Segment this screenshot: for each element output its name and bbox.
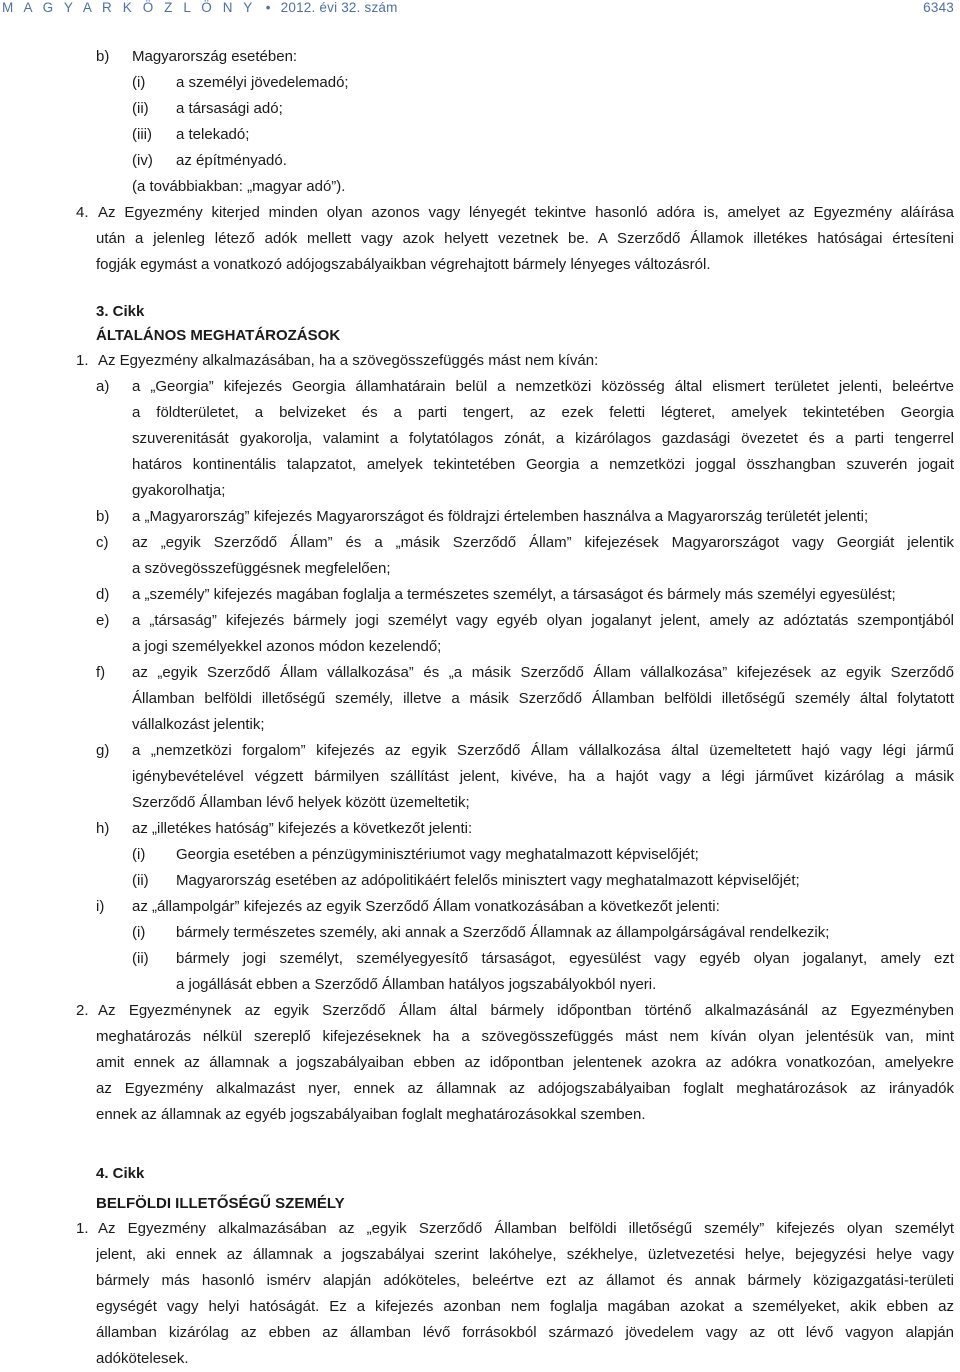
paragraph-text: jelent, aki ennek az államnak a jogszabályai szerint lakóhelye, székhelye, üzletvezetési helye, bejegyzési helye vagy bbox=[96, 1246, 954, 1263]
definition-line bbox=[0, 478, 960, 504]
definition-line bbox=[0, 634, 960, 660]
header-left bbox=[2, 0, 398, 15]
article-title-text: ÁLTALÁNOS MEGHATÁROZÁSOK bbox=[96, 327, 341, 344]
definition-line bbox=[0, 374, 960, 400]
paragraph-line bbox=[0, 200, 960, 226]
paragraph-text: Az Egyezmény alkalmazásában, ha a szövegösszefüggés mást nem kíván: bbox=[98, 352, 599, 369]
sub-item-number: (ii) bbox=[132, 950, 149, 967]
definition-text: Államban belföldi illetőségű személy, illetve a másik Szerződő Államban belföldi illetőségű személy által folytatott bbox=[132, 690, 954, 707]
article-title bbox=[0, 324, 960, 348]
paragraph-number: 1. bbox=[76, 352, 89, 369]
paragraph-line bbox=[0, 1102, 960, 1128]
paragraph-line bbox=[0, 1242, 960, 1268]
running-header bbox=[0, 0, 960, 22]
sub-item-text: a jogállását ebben a Szerződő Államban hatályos jogszabályokból nyeri. bbox=[176, 976, 657, 993]
article-title-text: BELFÖLDI ILLETŐSÉGŰ SZEMÉLY bbox=[96, 1195, 345, 1212]
definition-text: a „társaság” kifejezés bármely jogi személyt vagy egyéb olyan jogalanyt jelent, amely az adóztatás szempontjából bbox=[132, 612, 954, 629]
sub-item-text: a társasági adó; bbox=[176, 100, 283, 117]
definition-marker: a) bbox=[96, 378, 110, 395]
definition-marker: e) bbox=[96, 612, 110, 629]
definition-text: az „állampolgár” kifejezés az egyik Szerződő Állam vonatkozásában a következőt jelenti: bbox=[132, 898, 720, 915]
issue-label: 2012. évi 32. szám bbox=[280, 0, 398, 15]
paragraph-line bbox=[0, 1320, 960, 1346]
definition-marker: f) bbox=[96, 664, 106, 681]
definition-marker: g) bbox=[96, 742, 110, 759]
definition-text: a szövegösszefüggésnek megfelelően; bbox=[132, 560, 391, 577]
sub-item bbox=[0, 920, 960, 946]
definition-text: a „nemzetközi forgalom” kifejezés az egyik Szerződő Állam vállalkozása által üzemeltetett hajó vagy légi jármű bbox=[132, 742, 954, 759]
sub-item bbox=[0, 96, 960, 122]
sub-item-number: (i) bbox=[132, 846, 146, 863]
sub-item-text: Magyarország esetében az adópolitikáért felelős minisztert vagy meghatalmazott képviselőjét; bbox=[176, 872, 800, 889]
sub-item bbox=[0, 972, 960, 998]
definition-text: igénybevételével végzett bármilyen szállítást jelent, kivéve, ha a hajót vagy a légi járművet kizárólag a másik bbox=[132, 768, 954, 785]
article-number-text: 4. Cikk bbox=[96, 1165, 145, 1182]
sub-item-text: az építményadó. bbox=[176, 152, 287, 169]
sub-item bbox=[0, 842, 960, 868]
paragraph-number: 4. bbox=[76, 204, 89, 221]
article-title bbox=[0, 1192, 960, 1216]
sub-item bbox=[0, 148, 960, 174]
definition-line bbox=[0, 504, 960, 530]
definition-text: vállalkozást jelentik; bbox=[132, 716, 265, 733]
definition-line bbox=[0, 556, 960, 582]
definition-line bbox=[0, 738, 960, 764]
sub-item-number: (iv) bbox=[132, 152, 153, 169]
definition-text: a „személy” kifejezés magában foglalja a természetes személyt, a társaságot és bármely más személyi egyesülést; bbox=[132, 586, 896, 603]
definition-line bbox=[0, 790, 960, 816]
sub-item-number: (ii) bbox=[132, 100, 149, 117]
article-number bbox=[0, 1162, 960, 1186]
definition-line bbox=[0, 712, 960, 738]
definition-text: az „illetékes hatóság” kifejezés a következőt jelenti: bbox=[132, 820, 473, 837]
paragraph-text: államban kizárólag az ebben az államban lévő forrásokból származó jövedelem vagy az ott lévő vagyon alapján bbox=[96, 1324, 954, 1341]
sub-item bbox=[0, 70, 960, 96]
paragraph-text: meghatározás nélkül szereplő kifejezéseknek ha a szövegösszefüggés mást nem kíván olyan jelentésük van, mint bbox=[96, 1028, 954, 1045]
sub-item bbox=[0, 868, 960, 894]
sub-item-number: (i) bbox=[132, 74, 146, 91]
document-body bbox=[0, 44, 960, 1372]
paragraph-line bbox=[0, 1076, 960, 1102]
definition-line bbox=[0, 816, 960, 842]
paragraph-line bbox=[0, 1346, 960, 1372]
definition-text: szuverenitását gyakorolja, valamint a folytatólagos zónát, a kizárólagos gazdasági övezetet és a parti tengerrel bbox=[132, 430, 954, 447]
definition-marker: d) bbox=[96, 586, 110, 603]
definition-marker: h) bbox=[96, 820, 110, 837]
definition-line bbox=[0, 894, 960, 920]
list-item bbox=[0, 44, 960, 70]
item-text: Magyarország esetében: bbox=[132, 48, 298, 65]
definition-text: Szerződő Államban lévő helyek között üzemeltetik; bbox=[132, 794, 470, 811]
paragraph-text: amit ennek az államnak a jogszabályaiban ebben az időpontban jelentenek azokra az adókra vonatkozóan, amelyekre bbox=[96, 1054, 954, 1071]
sub-item-text: a személyi jövedelemadó; bbox=[176, 74, 349, 91]
definition-text: a jogi személyekkel azonos módon kezelendő; bbox=[132, 638, 442, 655]
paragraph-text: Az Egyezménynek az egyik Szerződő Állam által bármely időpontban történő alkalmazásánál az Egyezményben bbox=[98, 1002, 954, 1019]
article-number bbox=[0, 300, 960, 324]
paragraph-line bbox=[0, 1024, 960, 1050]
sub-item-text: Georgia esetében a pénzügyminisztériumot vagy meghatalmazott képviselőjét; bbox=[176, 846, 699, 863]
paragraph-line bbox=[0, 226, 960, 252]
closing-text: (a továbbiakban: „magyar adó”). bbox=[132, 178, 346, 195]
paragraph-line bbox=[0, 348, 960, 374]
sub-item bbox=[0, 946, 960, 972]
paragraph-number: 1. bbox=[76, 1220, 89, 1237]
paragraph-text: Az Egyezmény kiterjed minden olyan azonos vagy lényegét tekintve hasonló adóra is, amelyet az Egyezmény aláírása bbox=[98, 204, 954, 221]
sub-item-text: a telekadó; bbox=[176, 126, 250, 143]
paragraph-text: után a jelenleg létező adók mellett vagy azok helyett vezetnek be. A Szerződő Államok illetékes hatóságai értesíteni bbox=[96, 230, 954, 247]
paragraph-text: fogják egymást a vonatkozó adójogszabályaikban végrehajtott bármely lényeges változásról. bbox=[96, 256, 711, 273]
definition-text: az „egyik Szerződő Állam vállalkozása” és „a másik Szerződő Állam vállalkozása” kifejezések az egyik Szerződő bbox=[132, 664, 954, 681]
definition-text: a „Magyarország” kifejezés Magyarországot és földrajzi értelemben használva a Magyarország területét jelenti; bbox=[132, 508, 869, 525]
paragraph-text: ennek az államnak az egyéb jogszabályaiban foglalt meghatározásokkal szemben. bbox=[96, 1106, 646, 1123]
definition-line bbox=[0, 530, 960, 556]
paragraph-text: Az Egyezmény alkalmazásában az „egyik Szerződő Államban belföldi illetőségű személy” kifejezés olyan személyt bbox=[98, 1220, 954, 1237]
definition-text: a „Georgia” kifejezés Georgia államhatárain belül a nemzetközi közösség által elismert területet jelenti, beleértve bbox=[132, 378, 954, 395]
definition-line bbox=[0, 686, 960, 712]
definition-line bbox=[0, 400, 960, 426]
definition-line bbox=[0, 660, 960, 686]
definition-line bbox=[0, 452, 960, 478]
sub-item bbox=[0, 122, 960, 148]
definition-text: gyakorolhatja; bbox=[132, 482, 226, 499]
paragraph-text: bármely más hasonló ismérv alapján adóköteles, beleértve ezt az államot és annak bármely közigazgatási-területi bbox=[96, 1272, 954, 1289]
sub-item-number: (ii) bbox=[132, 872, 149, 889]
paragraph-line bbox=[0, 252, 960, 278]
item-marker: b) bbox=[96, 48, 110, 65]
definition-line bbox=[0, 582, 960, 608]
paragraph-line bbox=[0, 998, 960, 1024]
definition-line bbox=[0, 764, 960, 790]
definition-marker: c) bbox=[96, 534, 109, 551]
article-number-text: 3. Cikk bbox=[96, 303, 145, 320]
journal-title: M A G Y A R K Ö Z L Ö N Y bbox=[2, 0, 256, 15]
sub-item-text: bármely természetes személy, aki annak a Szerződő Államnak az állampolgárságával rendelkezik; bbox=[176, 924, 830, 941]
definition-marker: b) bbox=[96, 508, 110, 525]
sub-item-text: bármely jogi személyt, személyegyesítő társaságot, egyesülést vagy egyéb olyan jogalanyt, amely ezt bbox=[176, 950, 954, 967]
paragraph-line bbox=[0, 1050, 960, 1076]
definition-text: a földterületet, a belvizeket és a parti tengert, az ezek feletti légteret, amelyek tekintetében Georgia bbox=[132, 404, 954, 421]
definition-text: az „egyik Szerződő Állam” és a „másik Szerződő Állam” kifejezések Magyarországot vagy Georgiát jelentik bbox=[132, 534, 954, 551]
header-bullet: • bbox=[265, 0, 271, 15]
definition-line bbox=[0, 608, 960, 634]
definition-text: határos kontinentális talapzatot, amelyek tekintetében Georgia a nemzetközi joggal összhangban szuverén jogait bbox=[132, 456, 954, 473]
paragraph-text: az Egyezmény alkalmazást nyer, ennek az államnak az adójogszabályaiban foglalt meghatározások az irányadók bbox=[96, 1080, 954, 1097]
sub-item-number: (iii) bbox=[132, 126, 152, 143]
paragraph-number: 2. bbox=[76, 1002, 89, 1019]
paragraph-text: egységét vagy helyi hatóságát. Ez a kifejezés azonban nem foglalja magában azokat a személyeket, akik ebben az bbox=[96, 1298, 954, 1315]
paragraph-line bbox=[0, 1216, 960, 1242]
paragraph-line bbox=[0, 1268, 960, 1294]
definition-line bbox=[0, 426, 960, 452]
paragraph-line bbox=[0, 1294, 960, 1320]
definition-marker: i) bbox=[96, 898, 105, 915]
sub-item-number: (i) bbox=[132, 924, 146, 941]
paragraph-text: adókötelesek. bbox=[96, 1350, 189, 1367]
page-number: 6343 bbox=[923, 0, 954, 15]
closing-note bbox=[0, 174, 960, 200]
